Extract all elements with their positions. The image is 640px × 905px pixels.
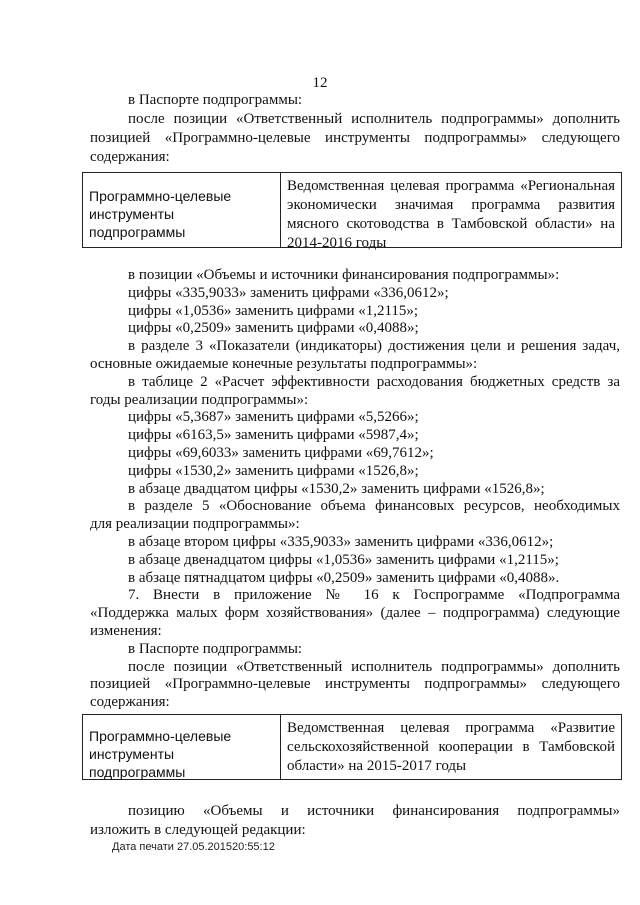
text-line: в абзаце двадцатом цифры «1530,2» заменить цифрами «1526,8»;: [128, 480, 545, 497]
text-line: в таблице 2 «Расчет эффективности расходования бюджетных средств за: [128, 373, 620, 390]
text-line: 7. Внести в приложение № 16 к Госпрограмме «Подпрограмма: [128, 587, 620, 604]
table-2: [82, 714, 622, 780]
text-line: цифры «5,3687» заменить цифрами «5,5266»;: [128, 409, 419, 426]
text-line: цифры «6163,5» заменить цифрами «5987,4»;: [128, 427, 419, 444]
text-line: содержания:: [90, 149, 170, 165]
text-line: цифры «69,6033» заменить цифрами «69,7612»;: [128, 445, 434, 461]
text-line: после позиции «Ответственный исполнитель подпрограммы» дополнить: [128, 658, 620, 675]
table-1-content-cell: Ведомственная целевая программа «Региональная экономически значимая программа развития мясного скотоводства в Тамбовской области» на 2014-2016 годы: [287, 178, 615, 251]
text-line: в Паспорте подпрограммы:: [128, 92, 303, 108]
text-line: цифры «1,0536» заменить цифрами «1,2115»;: [128, 302, 419, 319]
text-line: «Поддержка малых форм хозяйствования» (далее – подпрограмма) следующие: [90, 605, 620, 622]
text-line: в разделе 3 «Показатели (индикаторы) достижения цели и решения задач,: [128, 338, 620, 355]
text-line: цифры «1530,2» заменить цифрами «1526,8»;: [128, 462, 419, 479]
text-line: в абзаце двенадцатом цифры «1,0536» заменить цифрами «1,2115»;: [128, 551, 559, 568]
text-line: годы реализации подпрограммы»:: [90, 391, 309, 408]
text-line: в разделе 5 «Обоснование объема финансовых ресурсов, необходимых: [128, 498, 620, 515]
text-line: в абзаце пятнадцатом цифры «0,2509» заменить цифрами «0,4088».: [128, 569, 560, 586]
page-number: 12: [312, 75, 328, 91]
text-line: в абзаце втором цифры «335,9033» заменить цифрами «336,0612»;: [128, 534, 554, 550]
text-line: цифры «335,9033» заменить цифрами «336,0612»;: [128, 284, 449, 301]
table-1-label-cell: Программно-целевые инструменты подпрограммы: [83, 173, 281, 247]
text-line: изменения:: [90, 623, 162, 639]
text-line: позицией «Программно-целевые инструменты подпрограммы» следующего: [90, 130, 620, 146]
text-line: позицию «Объемы и источники финансирования подпрограммы»: [128, 803, 620, 819]
text-line: основные ожидаемые конечные результаты подпрограммы»:: [90, 356, 478, 372]
table-2-content-cell: Ведомственная целевая программа «Развитие сельскохозяйственной кооперации в Тамбовской области» на 2015-2017 годы: [287, 720, 615, 774]
text-line: после позиции «Ответственный исполнитель подпрограммы» дополнить: [128, 111, 620, 127]
text-line: изложить в следующей редакции:: [90, 822, 306, 838]
table-1: [82, 172, 622, 251]
print-date-footer: Дата печати 27.05.201520:55:12: [112, 841, 275, 853]
text-line: цифры «0,2509» заменить цифрами «0,4088»;: [128, 320, 419, 337]
text-line: позицией «Программно-целевые инструменты подпрограммы» следующего: [90, 676, 620, 693]
text-line: содержания:: [90, 694, 170, 711]
table-2-label-cell: Программно-целевые инструменты подпрограммы: [83, 715, 281, 779]
text-line: в позиции «Объемы и источники финансирования подпрограммы»:: [128, 267, 560, 283]
text-line: в Паспорте подпрограммы:: [128, 640, 303, 657]
text-line: для реализации подпрограммы»:: [90, 516, 300, 533]
